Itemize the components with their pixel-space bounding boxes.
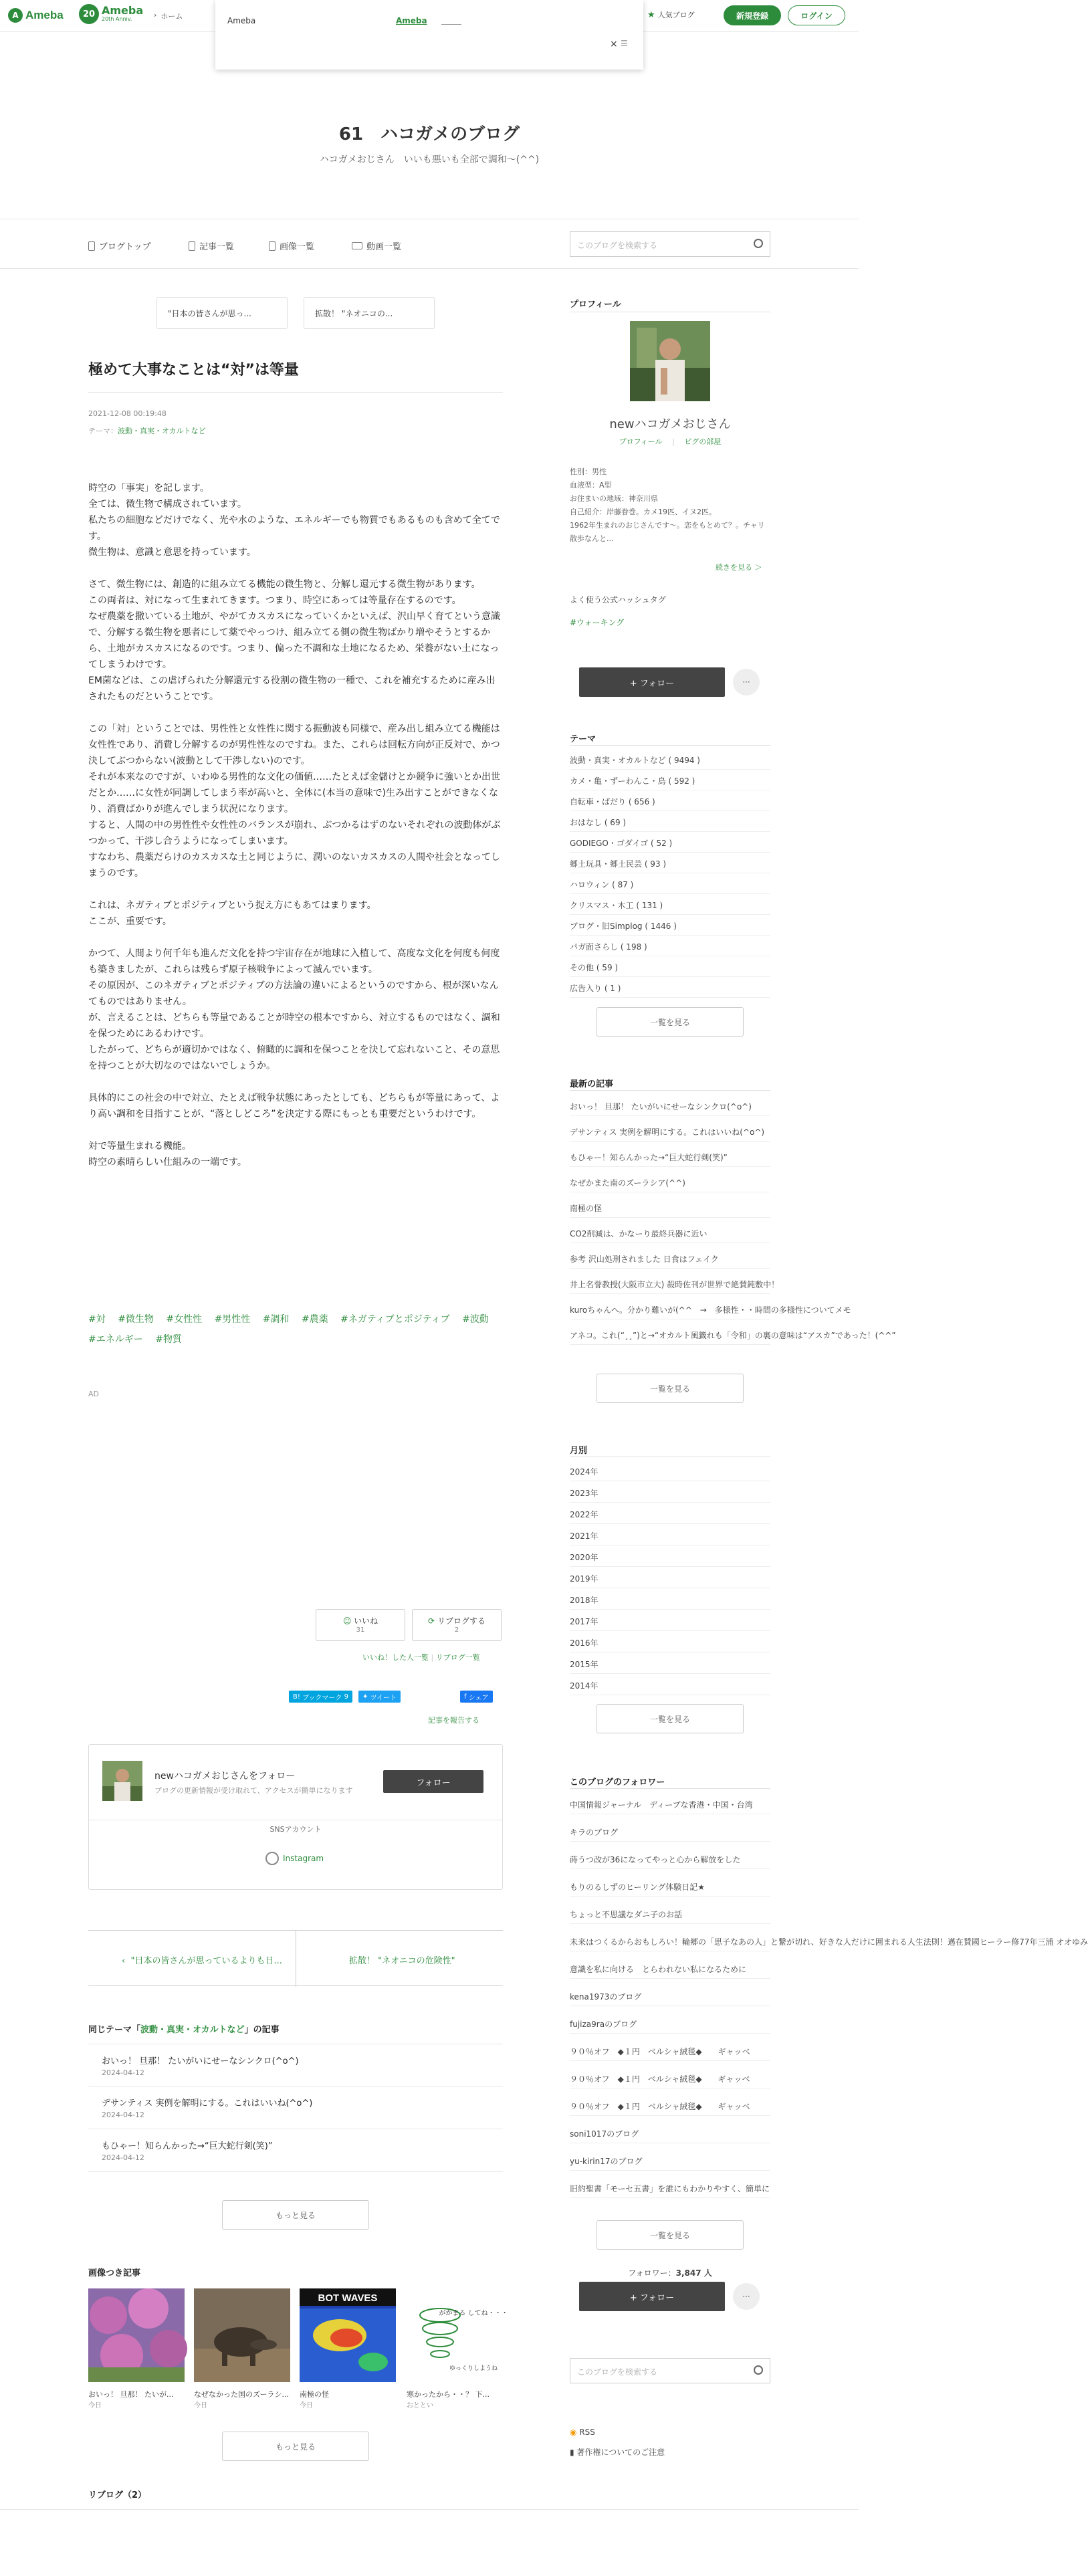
more-options-icon[interactable]: ··· (733, 2283, 760, 2310)
nav-article-list-label: 記事一覧 (199, 242, 235, 252)
like-users-link[interactable]: いいね！した人一覧 (362, 1653, 429, 1662)
rss-icon: ◉ (570, 2428, 580, 2437)
sidebar-follower-item[interactable]: ちょっと不思議なダニ子のお話 (570, 1906, 770, 1924)
report-article-link[interactable]: 記事を報告する (428, 1716, 479, 1725)
same-theme-date: 2024-04-12 (102, 2068, 144, 2077)
same-theme-title: もひゃー！知らんかった→“巨大蛇行剣(笑)” (102, 2141, 273, 2151)
sidebar-theme-item[interactable]: パガ面さらし ( 198 ) (570, 938, 770, 956)
thumbnail-flowers (88, 2288, 185, 2382)
instagram-label: Instagram (283, 1854, 324, 1863)
reblog-heading: リブログ（2） (88, 2490, 147, 2500)
ameba-logo[interactable] (8, 8, 64, 23)
breadcrumb-home[interactable]: ホーム (160, 12, 183, 21)
instagram-icon (265, 1852, 279, 1865)
login-button[interactable]: ログイン (788, 5, 845, 25)
entry-title[interactable]: 極めて大事なことは“対”は等量 (88, 362, 299, 379)
entry-date: 2021-12-08 00:19:48 (88, 409, 167, 418)
next-article-top-label: 拡散！ "ネオニコの... (315, 308, 393, 318)
blog-title[interactable]: 61 ハコガメのブログ (338, 124, 520, 144)
thumbnail-anteater (194, 2288, 290, 2382)
ameba-20th-icon: 20 (79, 4, 99, 24)
same-theme-date: 2024-04-12 (102, 2153, 144, 2162)
like-label (316, 1615, 405, 1626)
sidebar-follower-item[interactable]: キラのブログ (570, 1824, 770, 1842)
more-options-icon[interactable]: ··· (733, 669, 760, 695)
sidebar-theme-item[interactable]: カメ・亀・ずーわんこ・鳥 ( 592 ) (570, 772, 770, 790)
sidebar-recent-item[interactable]: 参考 沢山処刑されました 日食はフェイク (570, 1251, 770, 1269)
recent-heading: 最新の記事 (570, 1079, 614, 1089)
hatena-count: 9 (344, 1693, 348, 1701)
twitter-icon: ✦ (362, 1693, 370, 1701)
list-item[interactable] (88, 2129, 503, 2172)
sidebar-follower-item[interactable]: kena1973のブログ (570, 1988, 770, 2006)
nav-article-list[interactable] (189, 239, 234, 252)
like-links (362, 1652, 480, 1662)
reblog-button[interactable] (412, 1609, 502, 1641)
sidebar-follower-item[interactable]: 蒔うつ改が36になってやっと心から解放をした (570, 1851, 770, 1869)
sidebar-follower-item[interactable]: fujiza9raのブログ (570, 2016, 770, 2034)
profile-info (570, 465, 770, 546)
entry-theme (88, 425, 206, 436)
entry-theme-label: テーマ： (88, 427, 118, 435)
rss-label: RSS (579, 2428, 595, 2437)
divider (570, 1090, 770, 1091)
sidebar-theme-item[interactable]: GODIEGO・ゴダイゴ ( 52 ) (570, 835, 770, 853)
blog-description: ハコガメおじさん いいも悪いも全部で調和〜(^^) (319, 154, 540, 165)
sidebar-follower-item[interactable]: 未来はつくるからおもしろい！輪郷の「思子なあの人」と繋が切れ、好きな人だけに囲まれる人生法則！邁在賛國ヒーラー修77年三浦 オオゆみ (570, 1933, 770, 1951)
sidebar-theme-item[interactable]: 郷土玩具・郷土民芸 ( 93 ) (570, 855, 770, 873)
image-article[interactable] (88, 2288, 185, 2409)
sidebar-recent-item[interactable]: アネコ。これ(“¸¸”)と→“オカルト風籤れも「令和」の裏の意味は“アスカ”であった！(^^” (570, 1327, 770, 1345)
hashtag[interactable]: #ネガティブとポジティブ (340, 1314, 450, 1325)
like-count: 31 (356, 1626, 365, 1634)
instagram-link[interactable] (265, 1852, 324, 1865)
hatena-label: ブックマーク (302, 1694, 342, 1702)
like-label-text: いいね (354, 1616, 378, 1626)
sidebar-follower-item[interactable]: ９０％オフ ◆１円 ベルシャ絨毯◆ ギャッベ (570, 2043, 770, 2061)
same-theme-title: おいっ！ 旦那！ たいがいにせーなシンクロ(^o^) (102, 2056, 299, 2066)
nav-blog-top[interactable] (88, 239, 151, 252)
profile-info-line: 性別：男性 (570, 467, 607, 476)
sidebar-follow-button-bottom[interactable]: + フォロー (579, 2282, 725, 2311)
profile-name[interactable]: newハコガメおじさん (609, 417, 731, 431)
entry-paragraph: これは、ネガティブとポジティブという捉え方にもあてはまります。 ここが、重要です。 (88, 900, 376, 927)
rss-link[interactable] (570, 2428, 595, 2437)
nav-image-list-label: 画像一覧 (280, 242, 315, 252)
nav-video-list[interactable] (352, 239, 401, 252)
profile-photo-image (630, 321, 710, 401)
menu-icon[interactable]: ☰ (621, 39, 628, 48)
sidebar-recent-item[interactable]: CO2削減は、かなーり最終兵器に近い (570, 1225, 770, 1243)
sidebar-follower-item[interactable]: 意識を私に向ける とらわれない私になるために (570, 1961, 770, 1979)
nav-image-list[interactable] (269, 239, 314, 252)
blog-search-input[interactable] (570, 231, 770, 257)
theme-more-button[interactable]: 一覧を見る (596, 1007, 744, 1037)
page-icon (88, 241, 95, 251)
sidebar-follower-item[interactable]: 中国情報ジャーナル ディープな香港・中国・台湾 (570, 1796, 770, 1814)
reblog-list-link[interactable]: リブログ一覧 (435, 1653, 480, 1662)
thumbnail-cartoon (407, 2288, 508, 2382)
info-icon: ▮ (570, 2448, 577, 2457)
same-theme-pre: 同じテーマ「 (88, 2025, 141, 2035)
hashtag[interactable]: #波動 (462, 1314, 489, 1325)
footer-divider (0, 2509, 859, 2510)
hashtag[interactable]: #対 (88, 1314, 106, 1325)
next-article-top[interactable] (304, 297, 435, 329)
sidebar-theme-item[interactable]: クリスマス・木工 ( 131 ) (570, 897, 770, 915)
sidebar-theme-item[interactable]: 波動・真実・オカルトなど ( 9494 ) (570, 752, 770, 770)
image-article[interactable] (300, 2288, 396, 2409)
profile-info-line: 自己紹介：岸藤眷巻。カメ19匹、イヌ2匹。 (570, 508, 716, 516)
smile-icon: ☺ (342, 1616, 352, 1626)
title-divider (88, 392, 503, 393)
theme-heading: テーマ (570, 734, 596, 744)
profile-info-line: 血液型：A型 (570, 481, 612, 490)
tweet-label: ツイート (370, 1694, 397, 1702)
reblog-icon: ⟳ (428, 1616, 435, 1626)
tweet-button[interactable] (358, 1691, 401, 1703)
search-icon[interactable] (754, 239, 763, 248)
breadcrumb-sep: › (154, 11, 157, 19)
sidebar-year-item[interactable]: 2017年 (570, 1613, 770, 1631)
sidebar-follower-item[interactable]: ９０％オフ ◆１円 ベルシャ絨毯◆ ギャッベ (570, 2070, 770, 2088)
next-article-link[interactable]: 拡散！ "ネオニコの危険性" (349, 1956, 455, 1966)
sidebar-recent-item[interactable]: もひゃー！知らんかった→“巨大蛇行剣(笑)” (570, 1149, 770, 1167)
profile-more-link[interactable]: 続きを見る ＞ (716, 563, 762, 572)
sidebar-year-item[interactable]: 2018年 (570, 1592, 770, 1610)
chevron-left-icon: ‹ (122, 1956, 131, 1966)
prev-article-label: "日本の皆さんが思っているよりも日... (130, 1956, 282, 1966)
sidebar-theme-item[interactable]: ハロウィン ( 87 ) (570, 876, 770, 894)
profile-info-line: お住まいの地域：神奈川県 (570, 494, 658, 503)
follower-count (570, 2267, 770, 2278)
thumbnail-text: ゆっくりしようね (449, 2365, 498, 2372)
same-theme-title: デサンティス 実例を解明にする。これはいいね(^o^) (102, 2099, 313, 2109)
ad-label: AD (88, 1390, 99, 1398)
copyright-label: 著作権についてのご注意 (576, 2448, 665, 2457)
breadcrumb (154, 11, 183, 21)
entry-paragraph: 具体的にこの社会の中で対立、たとえば戦争状態にあったとしても、どちらもが等量にあって、より高い調和を目指すことが、“落としどころ”を決定する際にもっとも重要だというわけです。 (88, 1093, 500, 1119)
image-article-date: 今日 (194, 2402, 207, 2409)
divider (570, 1788, 770, 1789)
profile-links (570, 436, 770, 447)
follow-card (88, 1744, 503, 1890)
hashtag-walking[interactable]: #ウォーキング (570, 618, 625, 627)
same-theme-link[interactable]: 波動・真実・オカルトなど (140, 2025, 245, 2035)
sidebar-year-item[interactable]: 2020年 (570, 1549, 770, 1567)
sidebar-year-item[interactable]: 2021年 (570, 1527, 770, 1545)
sidebar-year-item[interactable]: 2022年 (570, 1506, 770, 1524)
list-item[interactable] (88, 2086, 503, 2129)
search-icon[interactable] (754, 2365, 763, 2375)
video-icon (352, 242, 362, 249)
prev-article-top-label: "日本の皆さんが思っ... (168, 308, 251, 318)
popup-title: Ameba (227, 16, 256, 25)
entry-paragraph: 時空の「事実」を記します。 全ては、微生物で構成されています。 私たちの細胞などだけでなく、光や水のような、エネルギーでも物質でもあるものも含めて全てです。 微生物は、意識と意思を持っています。 (88, 483, 500, 558)
sidebar-recent-item[interactable]: 南極の怪 (570, 1200, 770, 1218)
entry-paragraph: 対で等量生まれる機能。 時空の素晴らしい仕組みの一端です。 (88, 1141, 247, 1168)
monthly-more-button[interactable]: 一覧を見る (596, 1704, 744, 1733)
same-theme-heading (88, 2022, 280, 2035)
nav-blog-top-label: ブログトップ (99, 242, 151, 252)
monthly-heading: 月別 (570, 1446, 588, 1456)
image-article-title: おいっ！ 旦那！ たいが... (88, 2390, 174, 2399)
official-hashtag-label: よく使う公式ハッシュタグ (570, 595, 666, 605)
popular-blog-link[interactable] (647, 9, 695, 20)
avatar-image (102, 1761, 142, 1801)
sidebar-year-item[interactable]: 2015年 (570, 1656, 770, 1674)
follow-card-name: newハコガメおじさんをフォロー (154, 1771, 296, 1782)
hashtag-list (88, 1309, 503, 1350)
sidebar-theme-item[interactable]: おはなし ( 69 ) (570, 814, 770, 832)
followers-more-button[interactable]: 一覧を見る (596, 2220, 744, 2250)
ameba-logo-text: Ameba (25, 9, 64, 21)
list-icon (189, 241, 195, 251)
link-separator: | (665, 437, 682, 446)
sidebar-theme-item[interactable]: 広告入り ( 1 ) (570, 980, 770, 998)
ameba-20th-sub: 20th Anniv. (102, 16, 132, 22)
follow-card-desc: ブログの更新情報が受け取れて、アクセスが簡単になります (154, 1786, 353, 1795)
copyright-link[interactable] (570, 2446, 665, 2458)
reblog-label-text: リブログする (437, 1616, 485, 1626)
sidebar-follower-item[interactable]: soni1017のブログ (570, 2125, 770, 2143)
popup-underline (441, 24, 461, 25)
register-button[interactable]: 新規登録 (724, 5, 781, 25)
thumbnail-radar-map (300, 2288, 396, 2382)
ameba-20th-text: Ameba (102, 4, 144, 17)
avatar[interactable] (102, 1761, 142, 1801)
follower-count-label: フォロワー： (628, 2268, 676, 2278)
prev-article-top[interactable] (156, 297, 288, 329)
recent-more-button[interactable]: 一覧を見る (596, 1374, 744, 1403)
same-theme-more-button[interactable]: もっと見る (222, 2200, 369, 2230)
facebook-share-button[interactable] (460, 1691, 493, 1703)
profile-link[interactable]: プロフィール (619, 437, 663, 446)
link-separator: | (431, 1653, 436, 1662)
like-button[interactable] (316, 1609, 405, 1641)
prev-next-nav (88, 1930, 503, 1986)
image-article[interactable] (407, 2288, 508, 2409)
pigg-room-link[interactable]: ピグの部屋 (684, 437, 722, 446)
facebook-icon: f (464, 1693, 469, 1701)
entry-paragraph: この「対」ということでは、男性性と女性性に関する振動波も同様で、産み出し組み立てる機能は女性性であり、消費し分解するのが男性性なのですね。また、これらは回転方向が正反対で、かつ決してぶつからない(波動として干渉しない)のです。 それが本来なのですが、いわゆる男性的な文化の価値……たとえば金儲けとか競争に強いとか出世だとか……に女性が同調してしまう率が高いと、全体に(本当の意味で)生み出すことができなくなり、消費ばかりが進んでしまう状況になります。 すると、人間の中の男性性や女性性のバランスが崩れ、ぶつかるはずのないそれぞれの波動体がぶつかって、干渉し合うようになってしまいます。 すなわち、農薬だらけのカスカスな土と同じように、潤いのないカスカスの人間や社会となってしまうのです。 (88, 724, 501, 879)
notification-popup (215, 0, 643, 70)
image-article-date: 今日 (88, 2402, 102, 2409)
image-article-date: おととい (407, 2402, 433, 2409)
hashtag[interactable]: #男性性 (214, 1314, 251, 1325)
hatena-icon: B! (293, 1693, 303, 1701)
sidebar-follower-item[interactable]: ９０％オフ ◆１円 ベルシャ絨毯◆ ギャッベ (570, 2098, 770, 2116)
ameba-logo-icon: A (8, 8, 23, 23)
reblog-label (413, 1615, 501, 1626)
image-article-date: 今日 (300, 2402, 313, 2409)
sidebar-follower-item[interactable]: もりのるしずのヒーリング体験日記★ (570, 1879, 770, 1897)
followers-heading: このブログのフォロワー (570, 1778, 665, 1788)
sidebar-recent-item[interactable]: デサンティス 実例を解明にする。これはいいね(^o^) (570, 1123, 770, 1142)
blog-search-placeholder: このブログを検索する (577, 241, 658, 250)
image-articles-more-button[interactable]: もっと見る (222, 2432, 369, 2461)
star-icon: ★ (647, 9, 655, 20)
ameba-20th-logo[interactable] (79, 4, 143, 24)
prev-article-link[interactable] (122, 1953, 282, 1966)
entry-paragraph: さて、微生物には、創造的に組み立てる機能の微生物と、分解し還元する微生物があります。 この両者は、対になって生まれてきます。つまり、時空にあっては等量存在するのです。 なぜ農薬を撒いている土地が、やがてカスカスになっていくかといえば、沢山早く育てという意識で、分解する微生物を悪者にして薬でやっつけ、組み立てる側の微生物ばかり増やそうとするから、土地がカスカスになるのです。つまり、偏った不調和な土地になるため、栄養がない土になってしまうわけです。 EM菌などは、この虐げられた分解還元する役割の微生物の一種で、これを補充するために産み出されたものだということです。 (88, 579, 500, 702)
sidebar-year-item[interactable]: 2024年 (570, 1463, 770, 1481)
entry-body (88, 480, 503, 1186)
sidebar-theme-item[interactable]: 自転車・ぱだり ( 656 ) (570, 793, 770, 811)
hashtag[interactable]: #微生物 (118, 1314, 154, 1325)
sidebar-follow-button[interactable]: + フォロー (579, 667, 725, 697)
sidebar-search-placeholder: このブログを検索する (577, 2367, 658, 2377)
popup-link[interactable]: Ameba (396, 16, 427, 25)
reblog-count: 2 (454, 1626, 459, 1634)
blog-header (0, 70, 859, 219)
hashtag[interactable]: #物質 (155, 1334, 182, 1345)
image-article-title: 寒かったから・・？ 下... (407, 2390, 489, 2399)
sns-heading: SNSアカウント (269, 1825, 322, 1834)
follower-count-value: 3,847 人 (675, 2268, 712, 2278)
hashtag[interactable]: #エネルギー (88, 1334, 143, 1345)
image-article-title: なぜなかった国のズーラシ... (194, 2390, 289, 2399)
same-theme-date: 2024-04-12 (102, 2111, 144, 2119)
same-theme-post: 」の記事 (244, 2025, 280, 2035)
thumbnail-text: がかまる してね・・・ (439, 2310, 508, 2317)
thumbnail-text: BOT WAVES (318, 2292, 378, 2304)
sidebar-recent-item[interactable]: 井上名誉教授(大阪市立大) 殺時佐刊が世界で絶賛鈍敷中！ (570, 1276, 770, 1294)
list-item[interactable] (88, 2044, 503, 2086)
entry-theme-link[interactable]: 波動・真実・オカルトなど (118, 427, 206, 435)
profile-heading: プロフィール (570, 300, 621, 310)
hashtag[interactable]: #農薬 (301, 1314, 328, 1325)
hashtag[interactable]: #調和 (262, 1314, 290, 1325)
image-icon (269, 241, 276, 251)
divider (570, 745, 770, 746)
blog-nav (0, 219, 859, 269)
image-article[interactable] (194, 2288, 290, 2409)
sidebar-year-item[interactable]: 2023年 (570, 1485, 770, 1503)
image-articles-heading: 画像つき記事 (88, 2268, 141, 2278)
nav-video-list-label: 動画一覧 (366, 242, 402, 252)
sidebar-follower-item[interactable]: yu-kirin17のブログ (570, 2153, 770, 2171)
facebook-label: シェア (468, 1694, 489, 1702)
sidebar-year-item[interactable]: 2014年 (570, 1677, 770, 1695)
follow-button[interactable]: フォロー (383, 1770, 483, 1793)
sidebar-recent-item[interactable]: おいっ！ 旦那！ たいがいにせーなシンクロ(^o^) (570, 1098, 770, 1116)
entry-paragraph: かつて、人間より何千年も進んだ文化を持つ宇宙存在が地球に入植して、高度な文化を何度も何度も築きましたが、これらは残らず原子核戦争によって滅んでいます。 その原因が、このネガティブとポジティブの方法論の違いによるというのですから、根が深いなんてものではありません。 が、言えることは、どちらも等量であることが時空の根本ですから、対立するものではなく、調和を保つためにあるわけです。 したがって、どちらが適切かではなく、俯瞰的に調和を保つことを決して忘れないこと、その意思を持つことが大切なのではないでしょうか。 (88, 948, 500, 1071)
sidebar-recent-item[interactable]: kuroちゃんへ。分かり難いが(^^ → 多様性・・時間の多様性についてメモ (570, 1301, 770, 1319)
profile-avatar[interactable] (630, 321, 710, 401)
image-article-title: 南極の怪 (300, 2390, 329, 2399)
sidebar-recent-item[interactable]: なぜかまた南のズーラシア(^^) (570, 1174, 770, 1192)
sidebar-theme-item[interactable]: その他 ( 59 ) (570, 959, 770, 977)
hatena-bookmark-button[interactable] (289, 1691, 352, 1703)
sidebar-follower-item[interactable]: 旧約聖書「モーセ五書」を誰にもわかりやすく、簡単に (570, 2180, 770, 2198)
popular-blog-label: 人気ブログ (657, 11, 695, 19)
sidebar-theme-item[interactable]: ブログ・旧Simplog ( 1446 ) (570, 918, 770, 936)
profile-info-line: 1962年生まれのおじさんです〜。恋をもとめて？。チャリ散歩なんと... (570, 521, 765, 543)
sidebar-search-input[interactable] (570, 2358, 770, 2383)
sidebar-year-item[interactable]: 2019年 (570, 1570, 770, 1588)
sidebar-year-item[interactable]: 2016年 (570, 1634, 770, 1652)
hashtag[interactable]: #女性性 (166, 1314, 203, 1325)
close-icon[interactable]: × (610, 39, 618, 49)
